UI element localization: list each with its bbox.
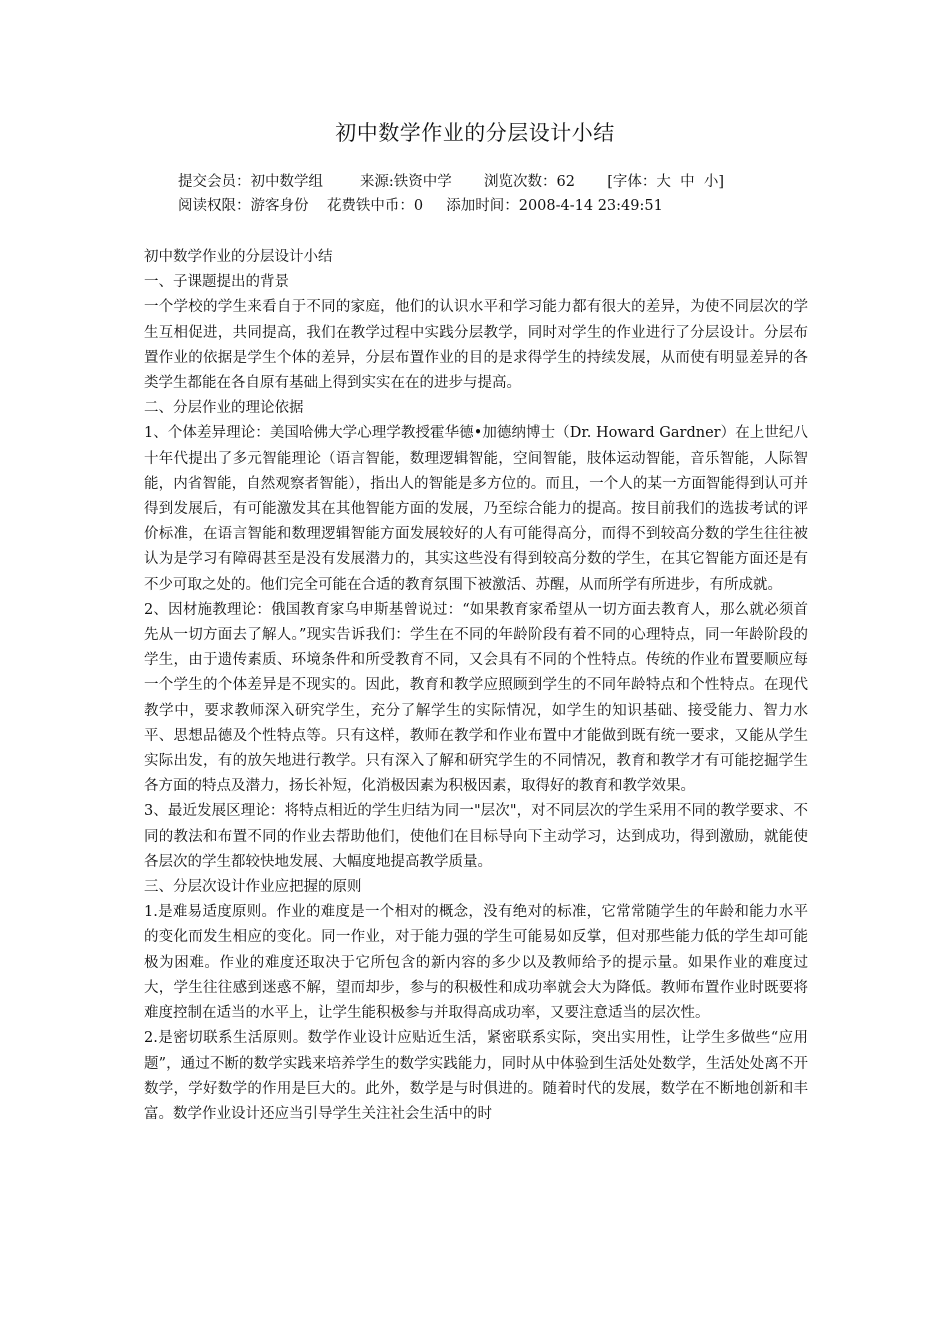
meta-line-1	[178, 170, 724, 191]
paragraph: 3、最近发展区理论：将特点相近的学生归结为同一"层次"，对不同层次的学生采用不同的教学要求、不同的教法和布置不同的作业去帮助他们，使他们在目标导向下主动学习，达到成功，得到激励，就能使各层次的学生都较快地发展、大幅度地提高教学质量。	[144, 803, 808, 870]
page-title: 初中数学作业的分层设计小结	[335, 121, 615, 145]
paragraph: 1.是难易适度原则。作业的难度是一个相对的概念，没有绝对的标准，它常常随学生的年龄和能力水平的变化而发生相应的变化。同一作业，对于能力强的学生可能易如反掌，但对那些能力低的学生却可能极为困难。作业的难度还取决于它所包含的新内容的多少以及教师给予的提示量。如果作业的难度过大，学生往往感到迷惑不解，望而却步，参与的积极性和成功率就会大为降低。教师布置作业时既要将难度控制在适当的水平上，让学生能积极参与并取得高成功率，又要注意适当的层次性。	[144, 904, 808, 1022]
read-permission: 阅读权限：游客身份	[178, 198, 309, 214]
view-count: 浏览次数：62	[484, 174, 575, 190]
paragraph: 一个学校的学生来看自于不同的家庭，他们的认识水平和学习能力都有很大的差异，为使不同层次的学生互相促进，共同提高，我们在教学过程中实践分层教学，同时对学生的作业进行了分层设计。分层布置作业的依据是学生个体的差异，分层布置作业的目的是求得学生的持续发展，从而使有明显差异的各类学生都能在各自原有基础上得到实实在在的进步与提高。	[144, 299, 808, 392]
submit-member: 提交会员：初中数学组	[178, 174, 323, 190]
source-label: 来源:铁资中学	[359, 174, 452, 190]
paragraph: 2.是密切联系生活原则。数学作业设计应贴近生活，紧密联系实际，突出实用性，让学生多做些“应用题”，通过不断的数学实践来培养学生的数学实践能力，同时从中体验到生活处处数学，生活处处离不开数学，学好数学的作用是巨大的。此外，数学是与时俱进的。随着时代的发展，数学在不断地创新和丰富。数学作业设计还应当引导学生关注社会生活中的时	[144, 1030, 808, 1122]
font-size-switch[interactable]: [字体：大 中 小]	[607, 174, 724, 190]
added-time: 添加时间：2008-4-14 23:49:51	[446, 198, 663, 214]
paragraph: 2、因材施教理论：俄国教育家乌申斯基曾说过：“如果教育家希望从一切方面去教育人，那么就必须首先从一切方面去了解人。”现实告诉我们：学生在不同的年龄阶段有着不同的心理特点，同一年龄阶段的学生，由于遗传素质、环境条件和所受教育不同，又会具有不同的个性特点。传统的作业布置要顺应每一个学生的个体差异是不现实的。因此，教育和教学应照顾到学生的不同年龄特点和个性特点。在现代教学中，要求教师深入研究学生，充分了解学生的实际情况，如学生的知识基础、接受能力、智力水平、思想品德及个性特点等。只有这样，教师在教学和作业布置中才能做到既有统一要求，又能从学生实际出发，有的放矢地进行教学。只有深入了解和研究学生的不同情况，教育和教学才有可能挖掘学生各方面的特点及潜力，扬长补短，化消极因素为积极因素，取得好的教育和教学效果。	[144, 601, 808, 795]
section-heading-2: 二、分层作业的理论依据	[144, 400, 304, 417]
meta-line-2	[178, 194, 663, 215]
section-heading-3: 三、分层次设计作业应把握的原则	[144, 879, 362, 896]
paragraph: 1、个体差异理论：美国哈佛大学心理学教授霍华德•加德纳博士（Dr. Howard Gardner）在上世纪八十年代提出了多元智能理论（语言智能，数理逻辑智能，空间智能，肢体运动智能，音乐智能，人际智能，内省智能，自然观察者智能），指出人的智能是多方位的。而且，一个人的某一方面智能得到认可并得到发展后，有可能激发其在其他智能方面的发展，乃至综合能力的提高。按目前我们的选拔考试的评价标准，在语言智能和数理逻辑智能方面发展较好的人有可能得高分，而得不到较高分数的学生往往被认为是学习有障碍甚至是没有发展潜力的，其实这些没有得到较高分数的学生，在其它智能方面还是有不少可取之处的。他们完全可能在合适的教育氛围下被激活、苏醒，从而所学有所进步，有所成就。	[144, 425, 808, 593]
coin-cost: 花费铁中币：0	[326, 198, 424, 214]
article-subtitle: 初中数学作业的分层设计小结	[144, 249, 333, 265]
section-heading-1: 一、子课题提出的背景	[144, 274, 289, 291]
article-body	[144, 245, 808, 1127]
